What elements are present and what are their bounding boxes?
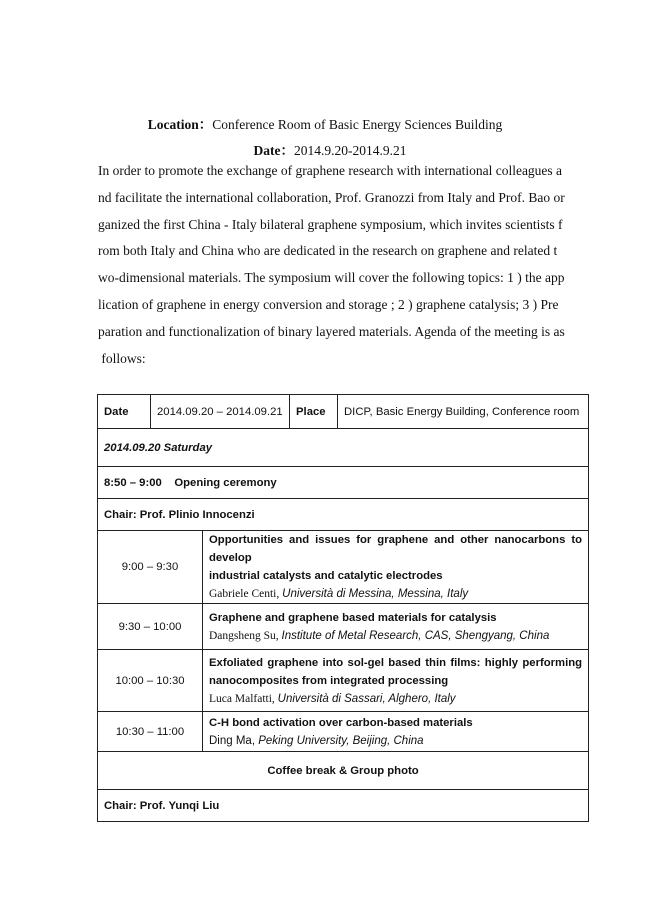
- talk-details: [203, 712, 589, 752]
- talk-details: [203, 531, 589, 604]
- intro-line: ganized the first China - Italy bilateral graphene symposium, which invites scientists f: [98, 216, 563, 232]
- intro-line: nd facilitate the international collaboration, Prof. Granozzi from Italy and Prof. Bao or: [98, 189, 565, 205]
- talk-time: 9:00 – 9:30: [98, 531, 203, 604]
- chair-cell: Chair: Prof. Plinio Innocenzi: [98, 499, 589, 531]
- intro-line: follows:: [98, 350, 146, 366]
- talk-speaker: [209, 690, 582, 708]
- date-line: [0, 139, 650, 159]
- talk-title: industrial catalysts and catalytic electrodes: [209, 570, 443, 582]
- talk-time: 10:00 – 10:30: [98, 650, 203, 712]
- place-value-cell: DICP, Basic Energy Building, Conference room: [338, 395, 589, 429]
- talk-title: Exfoliated graphene into sol-gel based thin films: highly performing: [209, 656, 583, 669]
- date-value-cell: 2014.09.20 – 2014.09.21: [151, 395, 290, 429]
- speaker-affiliation: Università di Sassari, Alghero, Italy: [277, 692, 456, 705]
- talk-time: 9:30 – 10:00: [98, 604, 203, 650]
- location-line: [0, 113, 650, 133]
- speaker-name: Ding Ma,: [209, 734, 259, 747]
- talk-row: [98, 531, 589, 604]
- opening-cell: [98, 467, 589, 499]
- chair-row: [98, 790, 589, 822]
- talk-title: Graphene and graphene based materials for catalysis: [209, 611, 497, 624]
- talk-speaker: [209, 585, 582, 603]
- talk-title: C-H bond activation over carbon-based materials: [209, 716, 473, 729]
- opening-row: [98, 467, 589, 499]
- speaker-name: Dangsheng Su,: [209, 629, 282, 642]
- talk-title: nanocomposites from integrated processing: [209, 674, 449, 687]
- agenda-table: [97, 394, 589, 822]
- talk-details: [203, 650, 589, 712]
- talk-speaker: [209, 627, 582, 645]
- talk-title: Opportunities and issues for graphene and other nanocarbons to develop: [209, 534, 583, 564]
- day-heading: 2014.09.20 Saturday: [98, 429, 589, 467]
- talk-details: [203, 604, 589, 650]
- speaker-affiliation: Institute of Metal Research, CAS, Shengyang, China: [281, 629, 550, 642]
- date-label: Date：: [253, 143, 294, 158]
- opening-title: Opening ceremony: [174, 476, 277, 489]
- break-cell: Coffee break & Group photo: [98, 752, 589, 790]
- talk-speaker: [209, 732, 582, 750]
- speaker-affiliation: Peking University, Beijing, China: [258, 734, 424, 747]
- intro-line: In order to promote the exchange of graphene research with international colleagues a: [98, 163, 563, 178]
- location-value: Conference Room of Basic Energy Sciences Building: [212, 117, 503, 132]
- chair-row: [98, 499, 589, 531]
- break-row: [98, 752, 589, 790]
- date-header-cell: Date: [98, 395, 151, 429]
- day-heading-row: [98, 429, 589, 467]
- talk-time: 10:30 – 11:00: [98, 712, 203, 752]
- talk-row: [98, 604, 589, 650]
- chair-cell: Chair: Prof. Yunqi Liu: [98, 790, 589, 822]
- agenda-date-row: [98, 395, 589, 429]
- speaker-affiliation: Università di Messina, Messina, Italy: [282, 588, 469, 600]
- intro-line: paration and functionalization of binary layered materials. Agenda of the meeting is as: [98, 323, 565, 339]
- talk-row: [98, 650, 589, 712]
- place-header-cell: Place: [290, 395, 338, 429]
- intro-line: lication of graphene in energy conversion and storage ; 2 ) graphene catalysis; 3 ) Pre: [98, 296, 559, 312]
- speaker-name: Gabriele Centi,: [209, 588, 283, 600]
- opening-time: 8:50 – 9:00: [104, 476, 162, 489]
- intro-line: wo-dimensional materials. The symposium will cover the following topics: 1 ) the app: [98, 270, 565, 286]
- speaker-name: Luca Malfatti,: [209, 692, 278, 705]
- talk-row: [98, 712, 589, 752]
- intro-line: rom both Italy and China who are dedicated in the research on graphene and related t: [98, 243, 558, 259]
- intro-paragraph: [98, 158, 565, 372]
- location-label: Location：: [147, 117, 213, 132]
- date-value: 2014.9.20-2014.9.21: [294, 143, 407, 158]
